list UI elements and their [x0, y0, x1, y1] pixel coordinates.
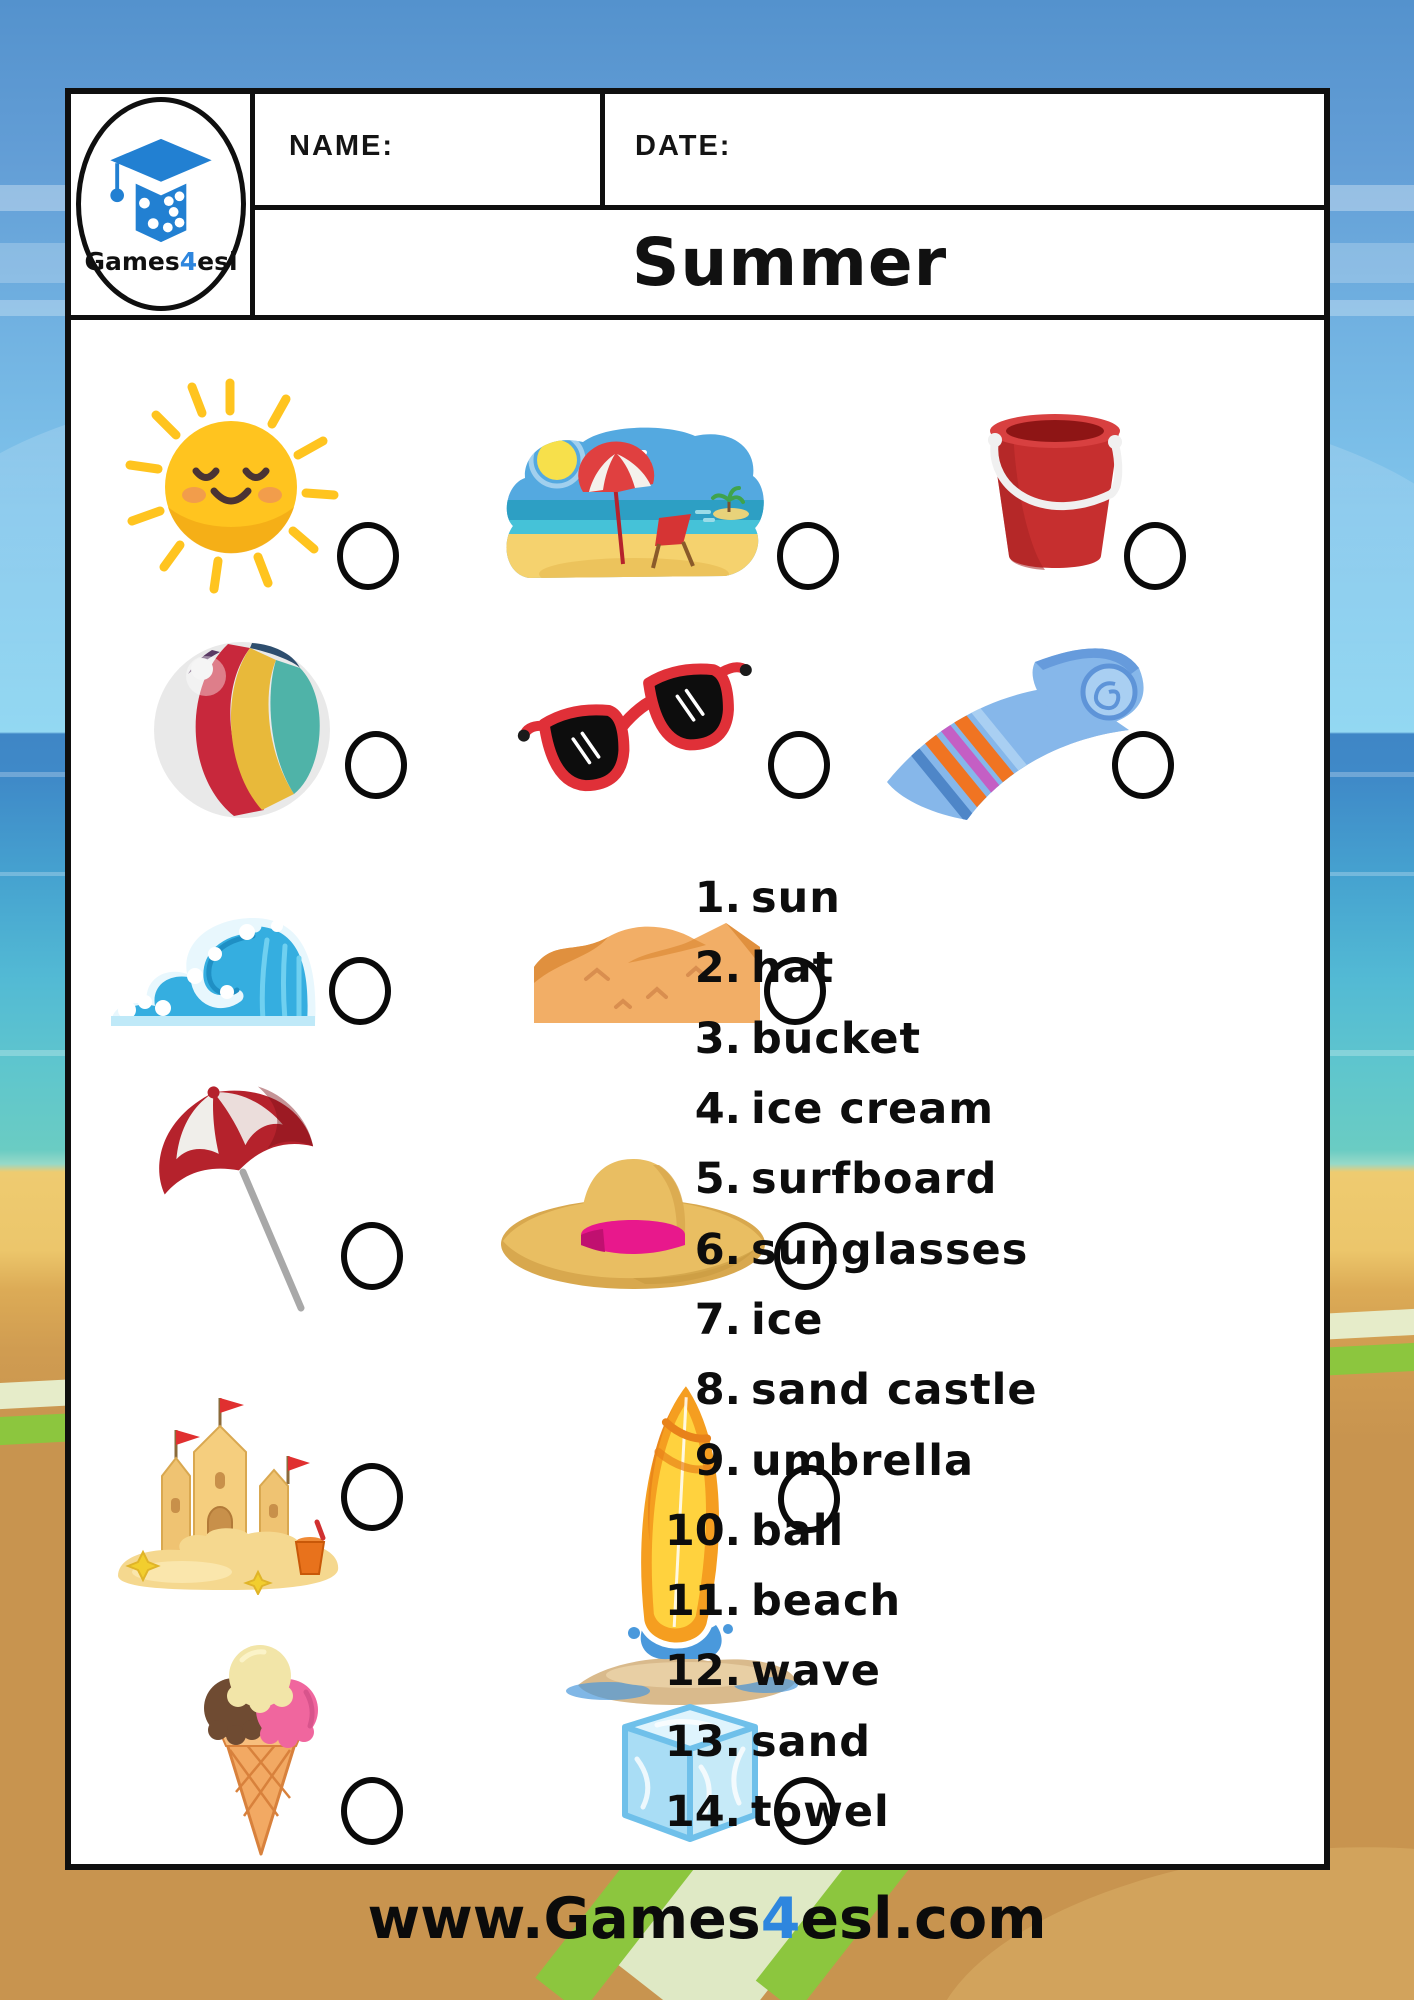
footer-url-number: 4 — [760, 1886, 801, 1952]
answer-circle-towel[interactable] — [1112, 731, 1174, 799]
word-number: 6. — [694, 1224, 741, 1275]
word-list-item — [631, 1144, 1291, 1214]
word-list-item — [631, 1777, 1291, 1847]
header — [71, 94, 1324, 320]
name-label: NAME: — [289, 130, 395, 162]
word-label: sun — [751, 873, 841, 924]
sand-castle-image — [110, 1380, 350, 1595]
footer-url-prefix: www.Games — [367, 1886, 761, 1952]
answer-circle-sand-castle[interactable] — [341, 1463, 403, 1531]
sunglasses-image — [517, 647, 767, 817]
word-label: wave — [751, 1646, 881, 1697]
word-number: 3. — [694, 1013, 741, 1064]
word-number: 11. — [664, 1576, 741, 1627]
word-label: umbrella — [751, 1435, 975, 1486]
logo-text-suffix: esl — [197, 246, 238, 276]
word-label: ice — [751, 1294, 824, 1345]
wave-image — [107, 896, 329, 1030]
logo-text-prefix: Games — [84, 246, 180, 276]
word-label: surfboard — [751, 1154, 998, 1205]
word-label: sand — [751, 1716, 872, 1767]
answer-circle-bucket[interactable] — [1124, 522, 1186, 590]
date-input-area[interactable] — [781, 108, 1311, 194]
word-list-item — [631, 1355, 1291, 1425]
word-number: 8. — [694, 1365, 741, 1416]
word-label: towel — [751, 1787, 890, 1837]
answer-circle-sunglasses[interactable] — [768, 731, 830, 799]
word-number: 14. — [664, 1787, 741, 1837]
answer-circle-wave[interactable] — [329, 957, 391, 1025]
word-list — [631, 863, 1291, 1847]
word-label: hat — [751, 943, 835, 994]
word-number: 1. — [694, 873, 741, 924]
word-list-item — [631, 1566, 1291, 1636]
word-list-item — [631, 933, 1291, 1003]
word-number: 13. — [664, 1716, 741, 1767]
word-list-item — [631, 1004, 1291, 1074]
word-list-item — [631, 1285, 1291, 1355]
answer-circle-umbrella[interactable] — [341, 1222, 403, 1290]
sun-image — [118, 369, 348, 599]
word-label: bucket — [751, 1013, 922, 1064]
logo-wordmark — [84, 247, 237, 276]
word-list-item — [631, 1496, 1291, 1566]
umbrella-image — [133, 1080, 343, 1315]
logo-cell — [71, 94, 255, 315]
dice-graduation-cap-icon — [102, 133, 220, 245]
word-number: 5. — [694, 1154, 741, 1205]
word-number: 7. — [694, 1294, 741, 1345]
footer-url-suffix: esl.com — [800, 1886, 1047, 1952]
logo-text-number: 4 — [179, 246, 198, 276]
word-label: sand castle — [751, 1365, 1038, 1416]
word-number: 12. — [664, 1646, 741, 1697]
answer-circle-ball[interactable] — [345, 731, 407, 799]
word-label: beach — [751, 1576, 902, 1627]
answer-circle-sun[interactable] — [337, 522, 399, 590]
header-divider — [71, 315, 1324, 320]
word-list-item — [631, 1074, 1291, 1144]
answer-circle-ice-cream[interactable] — [341, 1777, 403, 1845]
word-label: ice cream — [751, 1084, 995, 1135]
worksheet-title: Summer — [631, 224, 948, 301]
word-list-item — [631, 1425, 1291, 1495]
word-number: 4. — [694, 1084, 741, 1135]
name-date-vertical-divider — [600, 94, 605, 205]
answer-circle-beach[interactable] — [777, 522, 839, 590]
word-list-item — [631, 1214, 1291, 1284]
word-label: ball — [751, 1505, 845, 1556]
word-label: sunglasses — [751, 1224, 1029, 1275]
worksheet-panel — [65, 88, 1330, 1870]
word-list-item — [631, 863, 1291, 933]
ice-cream-image — [194, 1632, 329, 1860]
footer-url — [0, 1886, 1414, 1952]
word-list-item — [631, 1636, 1291, 1706]
beach-image — [499, 422, 769, 582]
word-number: 10. — [664, 1505, 741, 1556]
date-label: DATE: — [635, 130, 732, 162]
word-number: 9. — [694, 1435, 741, 1486]
word-number: 2. — [694, 943, 741, 994]
name-input-area[interactable] — [431, 108, 591, 194]
beach-ball-image — [142, 638, 348, 822]
games4esl-logo — [76, 97, 246, 311]
towel-image — [873, 634, 1155, 830]
word-list-item — [631, 1707, 1291, 1777]
